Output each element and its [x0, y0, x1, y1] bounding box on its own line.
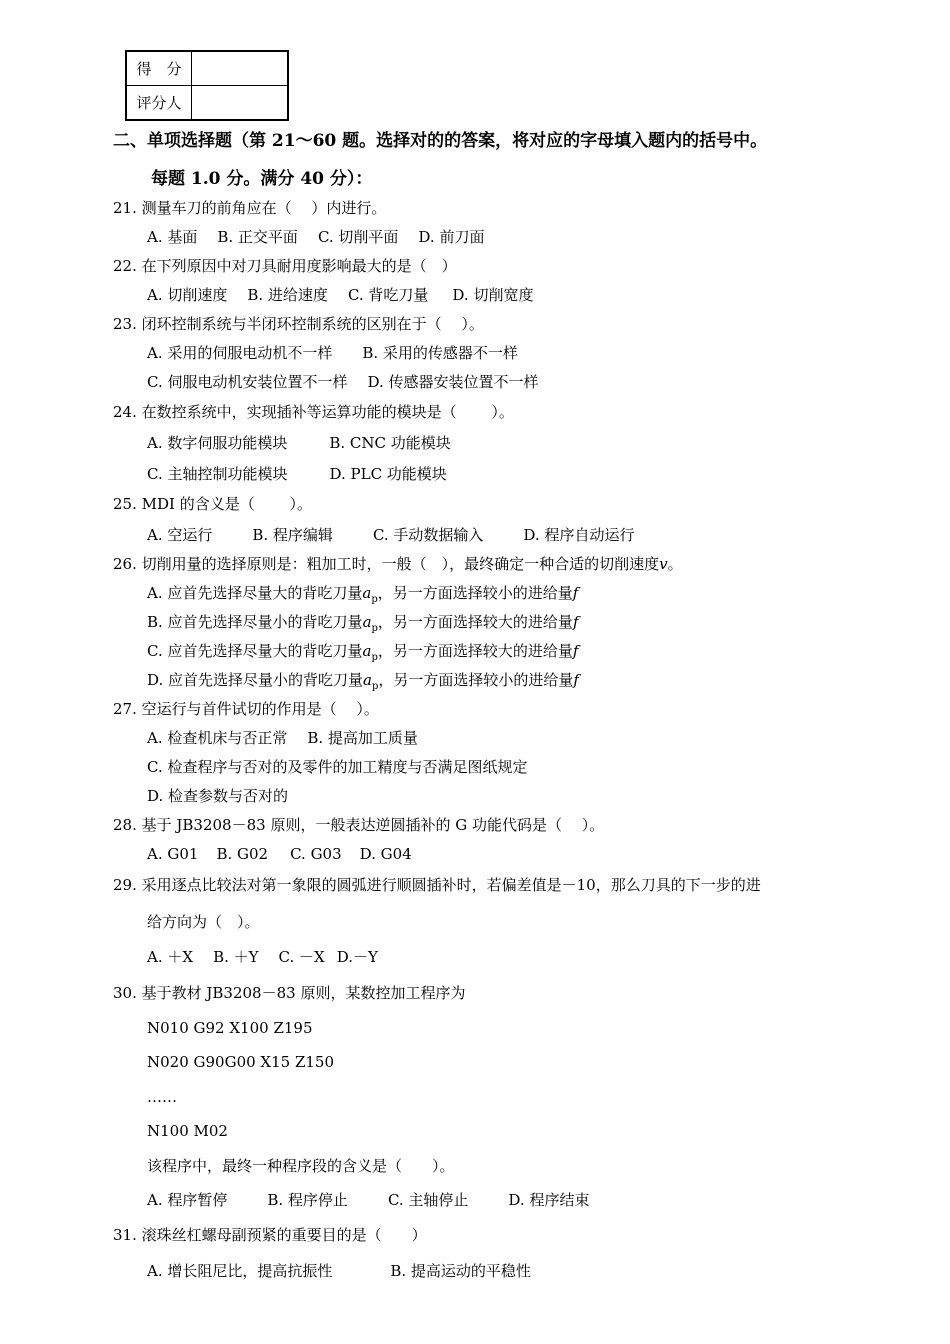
ap-subscript: p	[371, 623, 378, 634]
ap-subscript: p	[371, 652, 378, 663]
f-variable: f	[572, 613, 579, 631]
question-28: 28. 基于 JB3208－83 原则，一般表达逆圆插补的 G 功能代码是（ ）。	[113, 816, 605, 834]
option-26-c-text: C. 应首先选择尽量大的背吃刀量	[147, 642, 363, 660]
question-23: 23. 闭环控制系统与半闭环控制系统的区别在于（ ）。	[113, 315, 484, 333]
option-30-c: C. 主轴停止	[387, 1191, 469, 1209]
options-24-row2	[147, 464, 447, 484]
option-29-c: C. －X	[278, 948, 325, 966]
option-25-c: C. 手动数据输入	[372, 526, 484, 544]
option-29-b: B. ＋Y	[213, 948, 259, 966]
grader-label: 评分人	[126, 86, 192, 121]
section-title: 二、单项选择题（第 21～60 题。选择对的的答案，将对应的字母填入题内的括号中。	[113, 131, 768, 151]
option-24-b: B. CNC 功能模块	[329, 434, 451, 452]
option-21-c: C. 切削平面	[317, 228, 399, 246]
option-28-d: D. G04	[359, 845, 412, 863]
question-26-end: 。	[667, 555, 683, 573]
option-27-b: B. 提高加工质量	[307, 729, 418, 747]
option-26-a	[147, 583, 578, 610]
option-21-a: A. 基面	[147, 228, 198, 246]
option-26-d	[147, 670, 579, 697]
option-24-c: C. 主轴控制功能模块	[147, 465, 288, 483]
question-30: 30. 基于教材 JB3208－83 原则，某数控加工程序为	[113, 984, 466, 1002]
option-21-b: B. 正交平面	[217, 228, 298, 246]
question-26-text: 26. 切削用量的选择原则是：粗加工时，一般（ ），最终确定一种合适的切削速度	[113, 555, 660, 573]
f-variable: f	[572, 642, 579, 660]
ap-variable: a	[363, 671, 372, 689]
option-24-d: D. PLC 功能模块	[329, 465, 447, 483]
score-label: 得 分	[126, 51, 192, 86]
options-23-row1	[147, 343, 518, 363]
grader-blank	[192, 86, 289, 121]
option-28-b: B. G02	[216, 845, 269, 863]
program-line-last: N100 M02	[147, 1122, 228, 1140]
option-23-a: A. 采用的伺服电动机不一样	[147, 344, 333, 362]
option-27-a: A. 检查机床与否正常	[147, 729, 288, 747]
option-28-c: C. G03	[290, 845, 342, 863]
question-22: 22. 在下列原因中对刀具耐用度影响最大的是（ ）	[113, 257, 457, 275]
options-27-row1	[147, 728, 418, 748]
option-26-b	[147, 612, 579, 639]
ap-variable: a	[362, 584, 372, 602]
option-30-a: A. 程序暂停	[147, 1191, 228, 1209]
program-line-1: N010 G92 X100 Z195	[147, 1019, 313, 1037]
f-variable: f	[572, 584, 579, 602]
option-23-c: C. 伺服电动机安装位置不一样	[147, 373, 348, 391]
option-26-b-text: B. 应首先选择尽量小的背吃刀量	[147, 613, 363, 631]
option-23-d: D. 传感器安装位置不一样	[367, 373, 539, 391]
option-28-a: A. G01	[147, 845, 199, 863]
options-30	[147, 1190, 589, 1210]
question-30-sub: 该程序中，最终一种程序段的含义是（ ）。	[147, 1157, 455, 1175]
speed-variable: v	[659, 555, 668, 573]
options-29	[147, 947, 378, 967]
option-26-a-text: A. 应首先选择尽量大的背吃刀量	[147, 584, 363, 602]
score-table	[125, 50, 289, 121]
option-29-a: A. ＋X	[147, 948, 194, 966]
question-26	[113, 554, 683, 574]
ap-subscript: p	[371, 594, 378, 605]
option-22-b: B. 进给速度	[247, 286, 328, 304]
option-29-d: D.－Y	[336, 948, 378, 966]
question-21: 21. 测量车刀的前角应在（ ）内进行。	[113, 199, 387, 217]
option-26-d-text2: ，另一方面选择较小的进给量	[378, 671, 574, 689]
options-24-row1	[147, 433, 451, 453]
question-31: 31. 滚珠丝杠螺母副预紧的重要目的是（ ）	[113, 1226, 427, 1244]
ap-subscript: p	[371, 681, 379, 692]
question-24: 24. 在数控系统中，实现插补等运算功能的模块是（ ）。	[113, 403, 514, 421]
option-25-d: D. 程序自动运行	[523, 526, 635, 544]
section-subtitle: 每题 1.0 分。满分 40 分）：	[151, 169, 373, 189]
option-22-a: A. 切削速度	[147, 286, 228, 304]
option-31-a: A. 增长阻尼比，提高抗振性	[147, 1262, 333, 1280]
options-22	[147, 285, 533, 305]
options-25	[147, 525, 634, 545]
option-21-d: D. 前刀面	[418, 228, 485, 246]
option-30-b: B. 程序停止	[267, 1191, 348, 1209]
score-blank	[192, 51, 289, 86]
option-30-d: D. 程序结束	[508, 1191, 590, 1209]
question-25: 25. MDI 的含义是（ ）。	[113, 495, 312, 513]
options-31	[147, 1261, 531, 1281]
option-27-c: C. 检查程序与否对的及零件的加工精度与否满足图纸规定	[147, 758, 528, 776]
option-26-b-text2: ，另一方面选择较大的进给量	[377, 613, 573, 631]
question-29-cont: 给方向为（ ）。	[147, 913, 260, 931]
options-21	[147, 227, 484, 247]
options-28	[147, 844, 412, 864]
options-23-row2	[147, 372, 539, 392]
option-25-a: A. 空运行	[147, 526, 213, 544]
option-26-c	[147, 641, 578, 668]
option-24-a: A. 数字伺服功能模块	[147, 434, 288, 452]
ap-variable: a	[362, 613, 372, 631]
option-26-c-text2: ，另一方面选择较大的进给量	[377, 642, 573, 660]
program-line-2: N020 G90G00 X15 Z150	[147, 1053, 335, 1071]
ap-variable: a	[362, 642, 372, 660]
option-31-b: B. 提高运动的平稳性	[390, 1262, 531, 1280]
question-27: 27. 空运行与首件试切的作用是（ ）。	[113, 700, 379, 718]
option-26-a-text2: ，另一方面选择较小的进给量	[377, 584, 573, 602]
option-22-c: C. 背吃刀量	[347, 286, 429, 304]
question-29: 29. 采用逐点比较法对第一象限的圆弧进行顺圆插补时，若偏差值是－10，那么刀具的下一步的进	[113, 876, 761, 894]
f-variable: f	[573, 671, 579, 689]
option-25-b: B. 程序编辑	[252, 526, 333, 544]
program-ellipsis: ……	[147, 1088, 177, 1106]
option-27-d: D. 检查参数与否对的	[147, 787, 289, 805]
option-23-b: B. 采用的传感器不一样	[362, 344, 518, 362]
option-26-d-text: D. 应首先选择尽量小的背吃刀量	[147, 671, 364, 689]
option-22-d: D. 切削宽度	[452, 286, 534, 304]
